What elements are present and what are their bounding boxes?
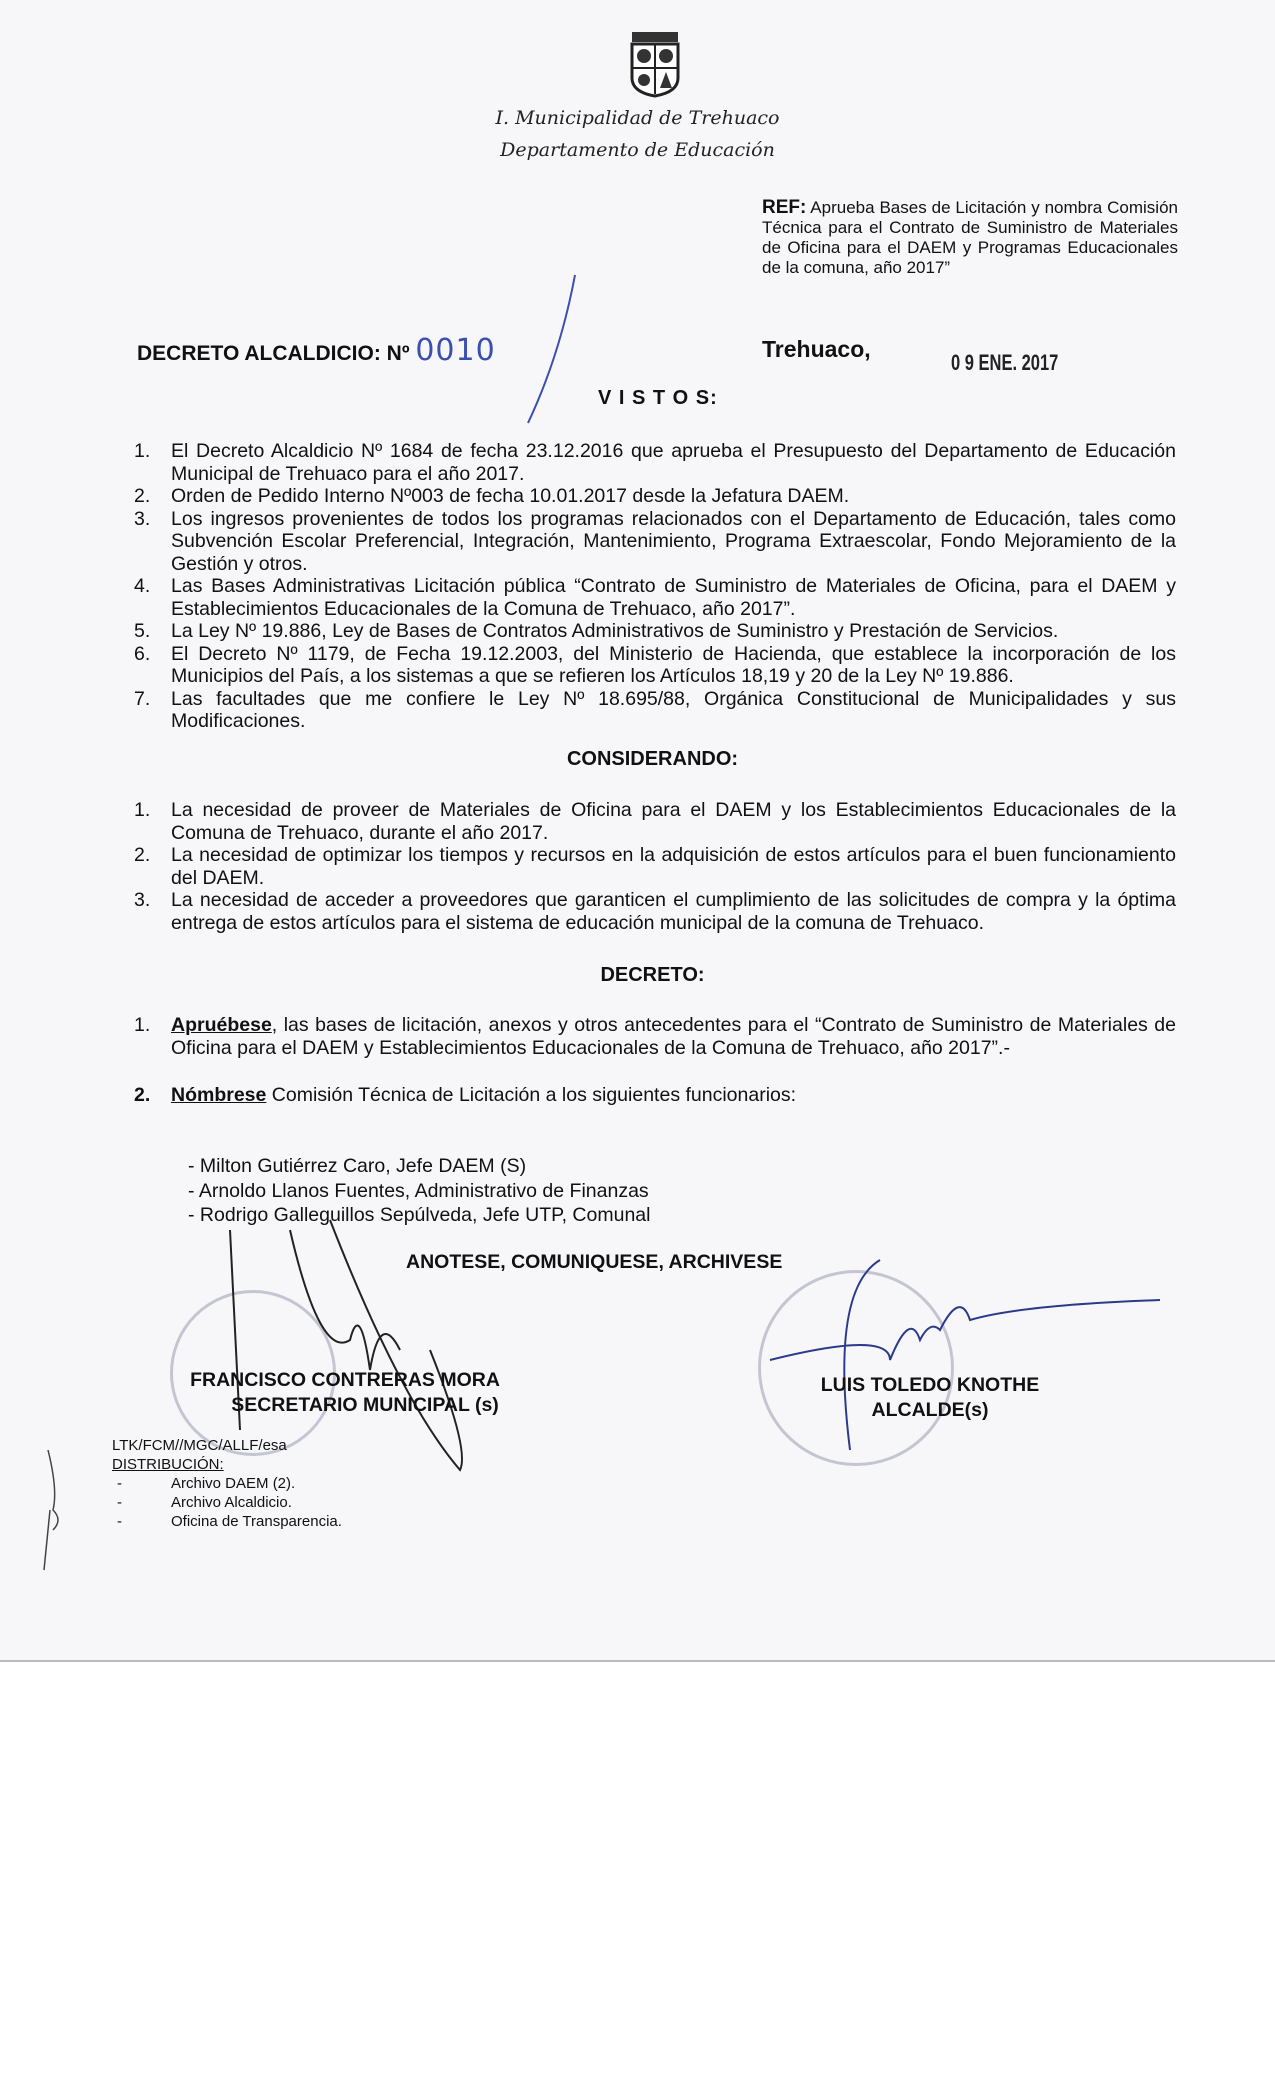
item-number: 3. bbox=[134, 889, 151, 911]
department-name: Departamento de Educación bbox=[500, 139, 775, 161]
institution-name: I. Municipalidad de Trehuaco bbox=[495, 107, 780, 129]
item-number: 1. bbox=[134, 799, 151, 821]
list-item bbox=[134, 1084, 1176, 1107]
item-text: Comisión Técnica de Licitación a los siguientes funcionarios: bbox=[266, 1084, 797, 1106]
item-number: 3. bbox=[134, 507, 151, 530]
secretary-name: FRANCISCO CONTRERAS MORA bbox=[190, 1369, 500, 1391]
mayor-title: ALCALDE(s) bbox=[871, 1399, 989, 1421]
item-lead: Nómbrese bbox=[171, 1084, 267, 1106]
list-item bbox=[134, 889, 1176, 934]
item-text: La Ley Nº 19.886, Ley de Bases de Contratos Administrativos de Suministro y Prestación de Servicios. bbox=[171, 620, 1059, 642]
secretary-title: SECRETARIO MUNICIPAL (s) bbox=[231, 1394, 499, 1416]
decree-title bbox=[137, 333, 496, 368]
item-number: 7. bbox=[134, 687, 151, 710]
member: - Rodrigo Galleguillos Sepúlveda, Jefe UTP, Comunal bbox=[188, 1204, 651, 1226]
item-text: Las facultades que me confiere le Ley Nº 18.695/88, Orgánica Constitucional de Municipalidades y sus Modificaciones. bbox=[171, 687, 1176, 732]
mayor-signature-block bbox=[780, 1373, 1080, 1423]
considerando-heading: CONSIDERANDO: bbox=[566, 748, 739, 770]
ref-text: Aprueba Bases de Licitación y nombra Comisión Técnica para el Contrato de Suministro de Materiales de Oficina para el DAEM y Programas Educacionales de la comuna, año 2017” bbox=[762, 198, 1178, 277]
footer bbox=[112, 1436, 342, 1531]
vistos-heading: V I S T O S: bbox=[598, 387, 718, 409]
list-item bbox=[134, 1014, 1176, 1059]
item-lead: Apruébese bbox=[171, 1014, 272, 1036]
item-number: 4. bbox=[134, 575, 151, 597]
date-stamp: 0 9 ENE. 2017 bbox=[951, 350, 1059, 375]
ref-label: REF: bbox=[762, 197, 807, 218]
distribution-text: Oficina de Transparencia. bbox=[171, 1513, 342, 1530]
distribution-item: - Archivo DAEM (2). bbox=[117, 1475, 296, 1492]
distribution-item: - Oficina de Transparencia. bbox=[117, 1513, 342, 1530]
reference-block bbox=[762, 198, 1178, 278]
item-text: Las Bases Administrativas Licitación pública “Contrato de Suministro de Materiales de Oficina, para el DAEM y Establecimientos Educacionales de la Comuna de Trehuaco, año 2017”. bbox=[171, 575, 1176, 620]
list-item bbox=[134, 799, 1176, 844]
list-item bbox=[134, 508, 1176, 576]
item-number: 1. bbox=[134, 1014, 151, 1036]
secretary-signature-block bbox=[160, 1368, 530, 1418]
item-body bbox=[171, 1014, 1176, 1059]
list-item bbox=[134, 485, 1176, 508]
member: - Milton Gutiérrez Caro, Jefe DAEM (S) bbox=[188, 1155, 527, 1177]
item-number: 6. bbox=[134, 642, 151, 665]
item-number: 1. bbox=[134, 440, 151, 462]
list-item bbox=[134, 440, 1176, 485]
mayor-name: LUIS TOLEDO KNOTHE bbox=[820, 1374, 1040, 1396]
decreto-list bbox=[134, 1014, 1176, 1107]
item-number: 2. bbox=[134, 1084, 151, 1106]
vistos-list bbox=[134, 440, 1176, 733]
distribution-label: DISTRIBUCIÓN: bbox=[112, 1456, 224, 1473]
item-number: 2. bbox=[134, 485, 151, 507]
distribution-text: Archivo Alcaldicio. bbox=[171, 1494, 292, 1511]
item-text: El Decreto Alcaldicio Nº 1684 de fecha 23.12.2016 que aprueba el Presupuesto del Departamento de Educación Municipal de Trehuaco para el año 2017. bbox=[171, 440, 1176, 485]
list-item bbox=[134, 844, 1176, 889]
list-item bbox=[134, 620, 1176, 643]
distribution-item: - Archivo Alcaldicio. bbox=[117, 1494, 292, 1511]
list-item bbox=[134, 575, 1176, 620]
item-text: La necesidad de optimizar los tiempos y recursos en la adquisición de estos artículos para el buen funcionamiento del DAEM. bbox=[171, 844, 1176, 889]
considerando-list bbox=[134, 799, 1176, 934]
item-number: 5. bbox=[134, 620, 151, 642]
pen-stroke bbox=[520, 275, 580, 425]
initials: LTK/FCM//MGC/ALLF/esa bbox=[112, 1437, 287, 1454]
decreto-heading: DECRETO: bbox=[600, 964, 705, 986]
place: Trehuaco, bbox=[762, 336, 871, 362]
closing-formula: ANOTESE, COMUNIQUESE, ARCHIVESE bbox=[406, 1251, 783, 1273]
margin-mark bbox=[38, 1450, 68, 1570]
decree-label: DECRETO ALCALDICIO: Nº bbox=[137, 342, 410, 365]
item-text: La necesidad de acceder a proveedores que garanticen el cumplimiento de las solicitudes de compra y la óptima entrega de estos artículos para el sistema de educación municipal de la comuna de Trehuaco. bbox=[171, 889, 1176, 934]
decree-number-handwritten: 0010 bbox=[415, 333, 496, 368]
item-body bbox=[171, 1084, 1176, 1107]
item-text: , las bases de licitación, anexos y otros antecedentes para el “Contrato de Suministro de Materiales de Oficina para el DAEM y Establecimientos Educacionales de la Comuna de Trehuaco, año 2017”.- bbox=[171, 1014, 1176, 1059]
item-text: Los ingresos provenientes de todos los programas relacionados con el Departamento de Educación, tales como Subvención Escolar Preferencial, Integración, Mantenimiento, Programa Extraescolar, Fondo Mejoramiento de la Gestión y otros. bbox=[171, 507, 1176, 575]
item-text: Orden de Pedido Interno Nº003 de fecha 10.01.2017 desde la Jefatura DAEM. bbox=[171, 485, 850, 507]
coat-of-arms-logo bbox=[626, 30, 684, 98]
item-text: El Decreto Nº 1179, de Fecha 19.12.2003, del Ministerio de Hacienda, que establece la incorporación de los Municipios del País, a los sistemas a que se refieren los Artículos 18,19 y 20 de la Ley Nº 19.886. bbox=[171, 642, 1176, 687]
distribution-text: Archivo DAEM (2). bbox=[171, 1475, 296, 1492]
item-text: La necesidad de proveer de Materiales de Oficina para el DAEM y los Establecimientos Educacionales de la Comuna de Trehuaco, durante el año 2017. bbox=[171, 799, 1176, 844]
member: - Arnoldo Llanos Fuentes, Administrativo de Finanzas bbox=[188, 1179, 649, 1202]
list-item bbox=[134, 643, 1176, 688]
list-item bbox=[134, 688, 1176, 733]
item-number: 2. bbox=[134, 844, 151, 866]
